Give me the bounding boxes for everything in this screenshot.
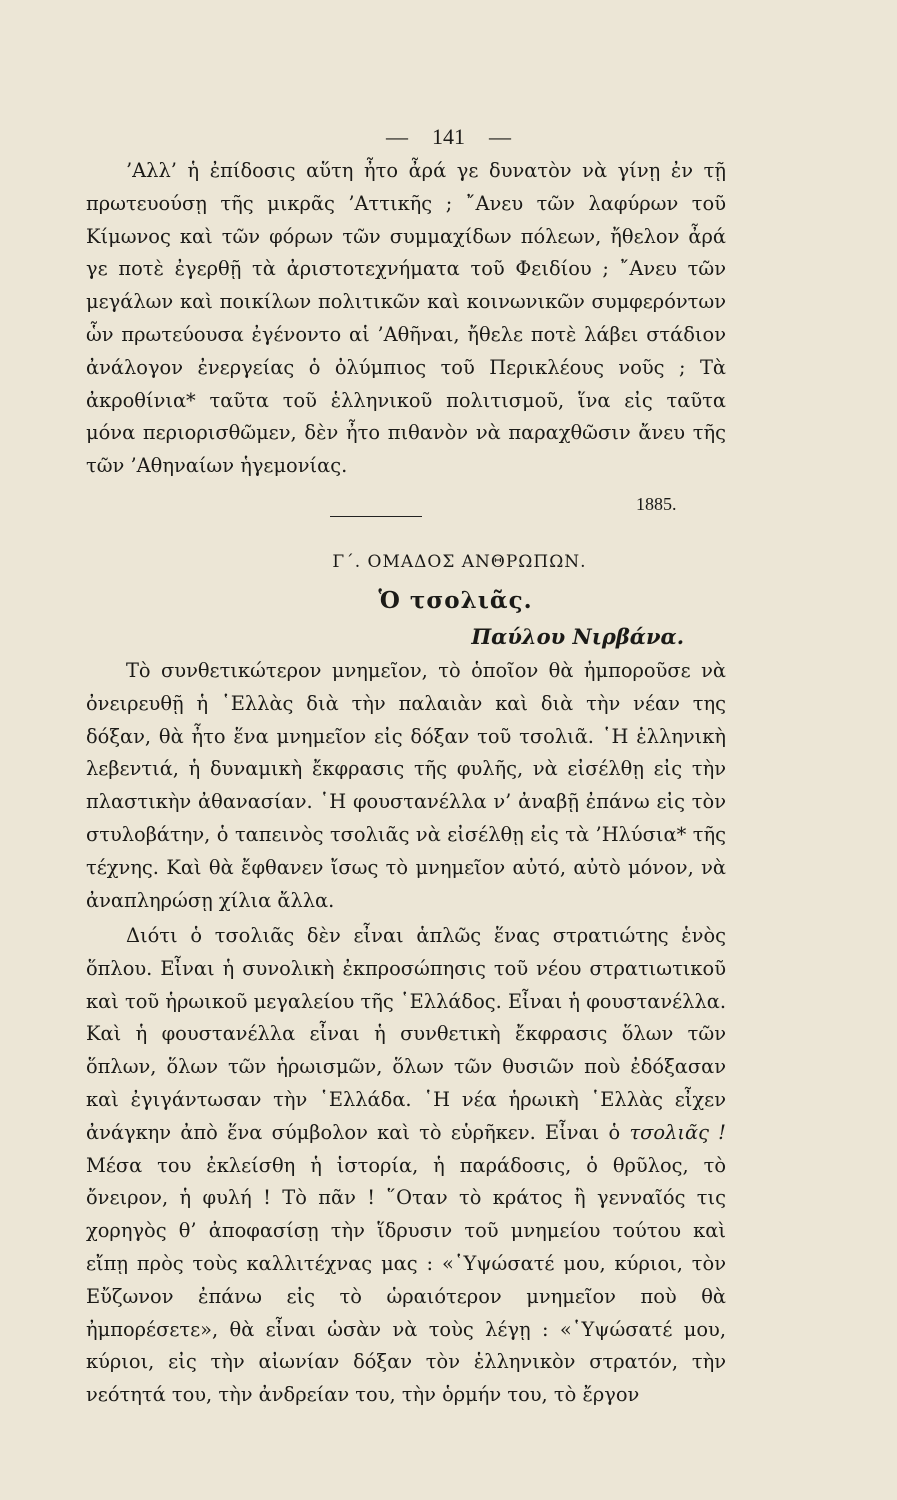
section-heading: Γ΄. ΟΜΑΔΟΣ ΑΝΘΡΩΠΩΝ. [332, 552, 587, 572]
chapter-title: Ὁ τσολιᾶς. [378, 587, 533, 614]
paragraph-tsolias-part-b: Μέσα του ἐκλείσθη ἡ ἱστορία, ἡ παράδοσις, ὁ θρῦλος, τὸ ὄνειρον, ἡ φυλή ! Τὸ πᾶν ! ῞Οταν τὸ κράτος ἢ γενναῖός τις χορηγὸς θ’ ἀποφασίσῃ τὴν ἵδρυσιν τοῦ μνημείου τούτου καὶ εἴπῃ πρὸς τοὺς καλλιτέχνας μας : «῾Υψώσατέ μου, κύριοι, τὸν Εὔζωνον ἐπάνω εἰς τὸ ὡραιότερον μνημεῖον ποὺ θὰ ἠμπορέσετε», θὰ εἶναι ὡσὰν νὰ τοὺς λέγῃ : «῾Υψώσατέ μου, κύριοι, εἰς τὴν αἰωνίαν δόξαν τὸν ἑλληνικὸν στρατόν, τὴν νεότητά του, τὴν ἀνδρείαν του, τὴν ὁρμήν του, τὸ ἔργον [86, 1153, 726, 1407]
author-name: Παύλου Νιρβάνα. [471, 624, 684, 649]
folio-dash-left: — [386, 124, 408, 149]
emphasis-tsolias: τσολιᾶς ! [629, 1120, 726, 1144]
section-divider [330, 516, 422, 517]
paragraph-athens: ’Αλλ’ ἡ ἐπίδοσις αὕτη ἦτο ἆρά γε δυνατὸν νὰ γίνῃ ἐν τῇ πρωτευούσῃ τῆς μικρᾶς ’Αττικῆς ; ῎Ανευ τῶν λαφύρων τοῦ Κίμωνος καὶ τῶν φόρων τῶν συμμαχίδων πόλεων, ἤθελον ἆρά γε ποτὲ ἐγερθῇ τὰ ἀριστοτεχνήματα τοῦ Φειδίου ; ῎Ανευ τῶν μεγάλων καὶ ποικίλων πολιτικῶν καὶ κοινωνικῶν συμφερόντων ὧν πρωτεύουσα ἐγένοντο αἱ ’Αθῆναι, ἤθελε ποτὲ λάβει στάδιον ἀνάλογον ἐνεργείας ὁ ὀλύμπιος τοῦ Περικλέους νοῦς ; Τὰ ἀκροθίνια* ταῦτα τοῦ ἑλληνικοῦ πολιτισμοῦ, ἵνα εἰς ταῦτα μόνα περιορισθῶμεν, δὲν ἦτο πιθανὸν νὰ παραχθῶσιν ἄνευ τῆς τῶν ’Αθηναίων ἡγεμονίας. [86, 159, 726, 478]
folio-dash-right: — [489, 124, 511, 149]
paragraph-tsolias [86, 920, 726, 1412]
paragraph-monument: Τὸ συνθετικώτερον μνημεῖον, τὸ ὁποῖον θὰ ἠμποροῦσε νὰ ὀνειρευθῇ ἡ ῾Ελλὰς διὰ τὴν παλαιὰν καὶ διὰ τὴν νέαν της δόξαν, θὰ ἦτο ἕνα μνημεῖον εἰς δόξαν τοῦ τσολιᾶ. ῾Η ἑλληνικὴ λεβεντιά, ἡ δυναμικὴ ἔκφρασις τῆς φυλῆς, νὰ εἰσέλθῃ εἰς τὴν πλαστικὴν ἀθανασίαν. ῾Η φουστανέλλα ν’ ἀναβῇ ἐπάνω εἰς τὸν στυλοβάτην, ὁ ταπεινὸς τσολιᾶς νὰ εἰσέλθῃ εἰς τὰ ’Ηλύσια* τῆς τέχνης. Καὶ θὰ ἔφθανεν ἴσως τὸ μνημεῖον αὐτό, αὐτὸ μόνον, νὰ ἀναπληρώσῃ χίλια ἄλλα. [86, 659, 726, 912]
paragraph-tsolias-part-a: Διότι ὁ τσολιᾶς δὲν εἶναι ἁπλῶς ἕνας στρατιώτης ἑνὸς ὅπλου. Εἶναι ἡ συνολικὴ ἐκπροσώπησις τοῦ νέου στρατιωτικοῦ καὶ τοῦ ἡρωικοῦ μεγαλείου τῆς ῾Ελλάδος. Εἶναι ἡ φουστανέλλα. Καὶ ἡ φουστανέλλα εἶναι ἡ συνθετικὴ ἔκφρασις ὅλων τῶν ὅπλων, ὅλων τῶν ἡρωισμῶν, ὅλων τῶν θυσιῶν ποὺ ἐδόξασαν καὶ ἐγιγάντωσαν τὴν ῾Ελλάδα. ῾Η νέα ἡρωικὴ ῾Ελλὰς εἶχεν ἀνάγκην ἀπὸ ἕνα σύμβολον καὶ τὸ εὑρῆκεν. Εἶναι ὁ [86, 924, 726, 1144]
page-number-value: 141 [432, 124, 465, 149]
essay-date: 1885. [636, 494, 677, 514]
page-number [0, 124, 897, 150]
